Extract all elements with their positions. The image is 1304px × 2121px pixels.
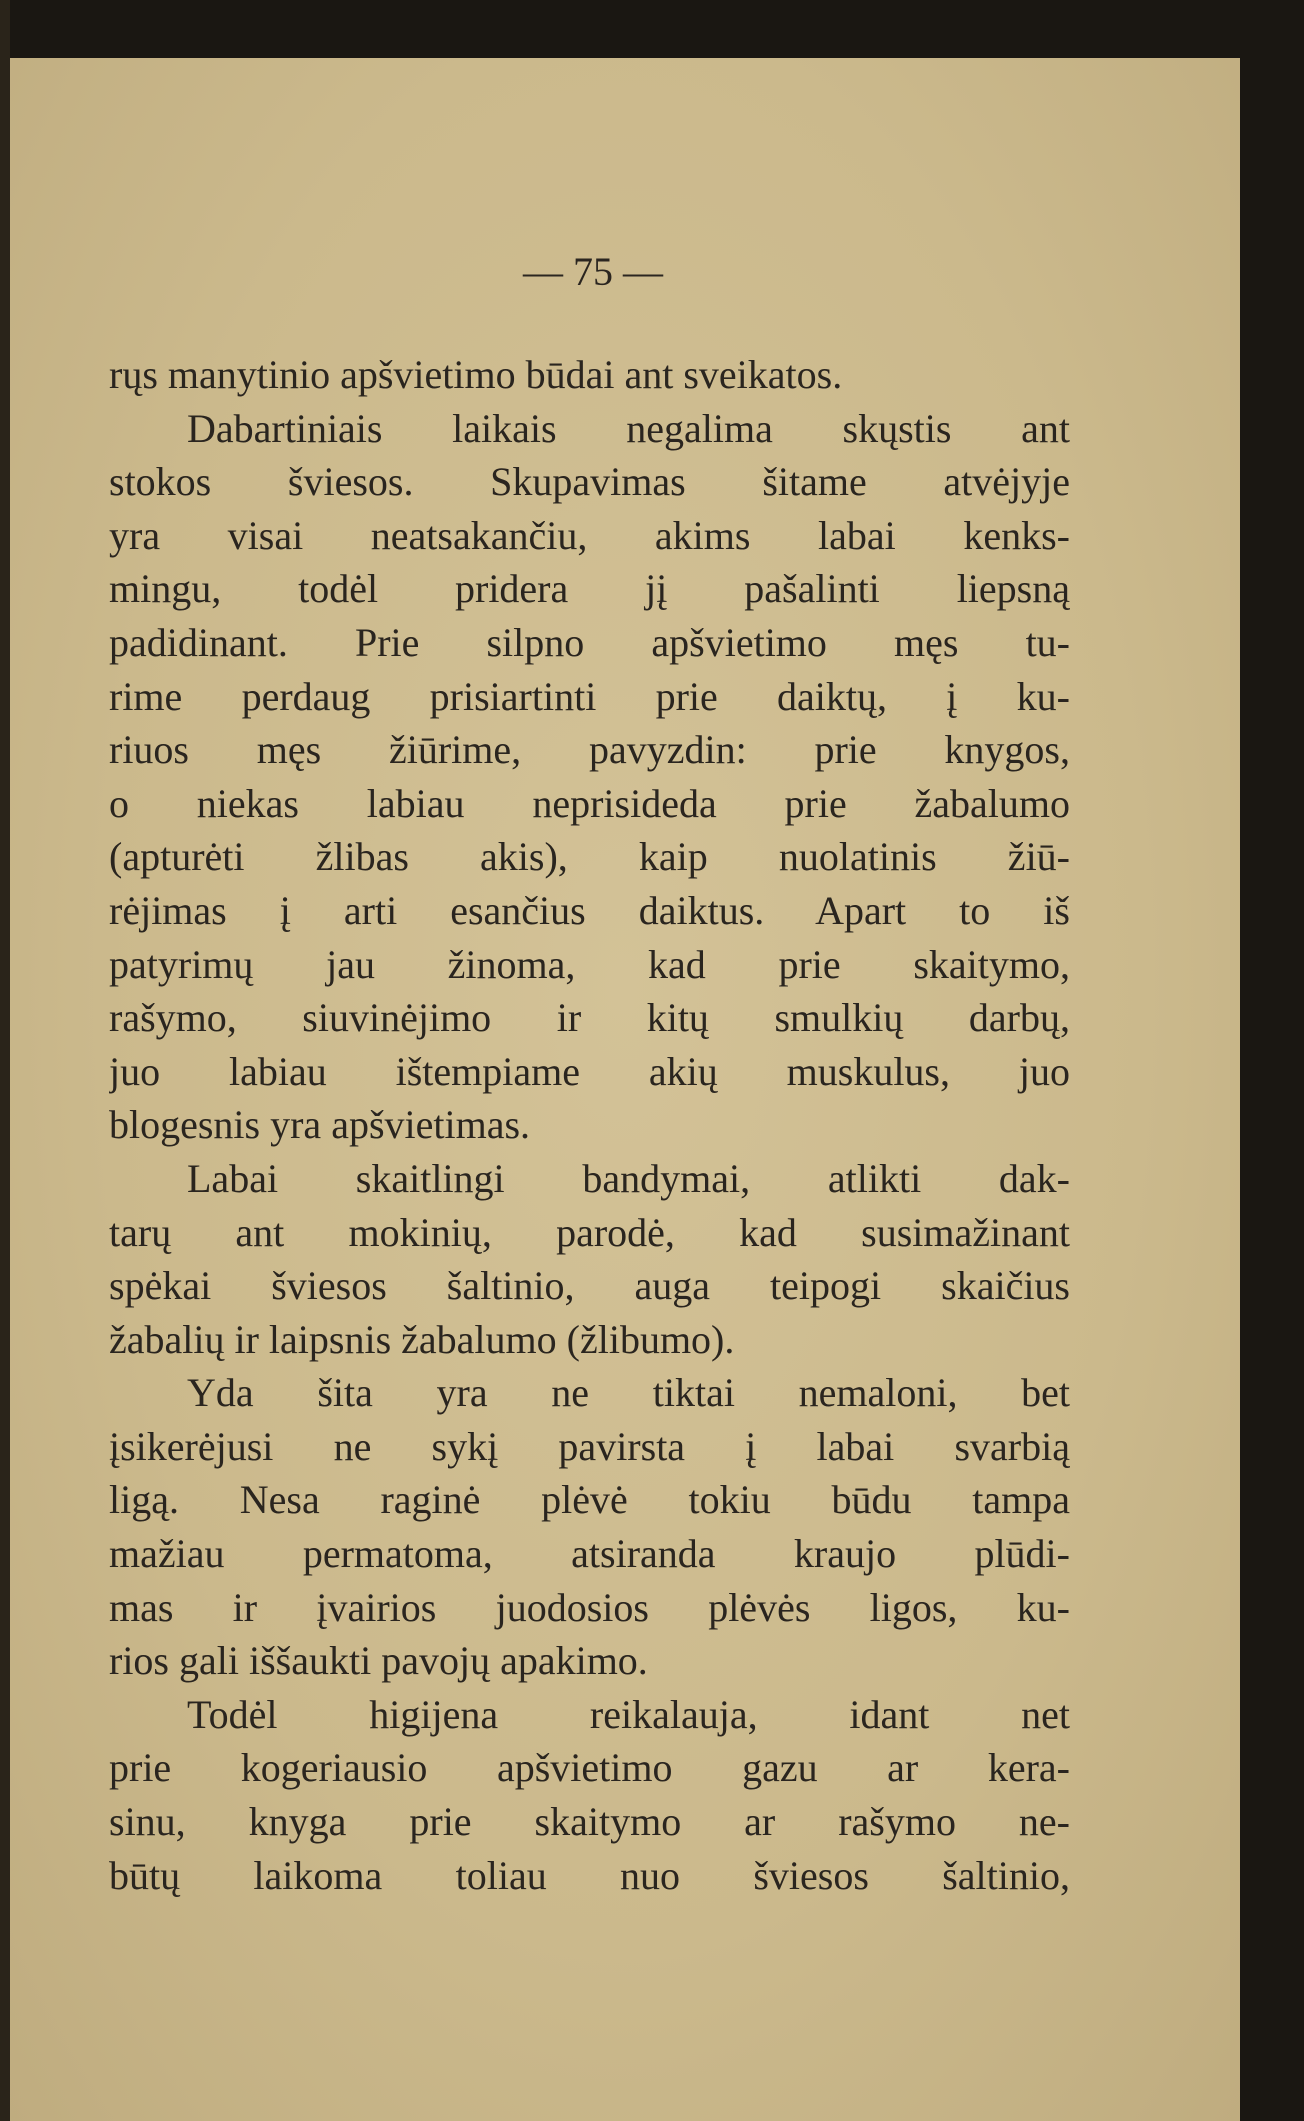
- text-line: yra visai neatsakančiu, akims labai kenks-: [109, 512, 1070, 558]
- text-line: (apturėti žlibas akis), kaip nuolatinis žiū-: [109, 834, 1070, 880]
- body-text: [109, 348, 1070, 1902]
- text-line: mažiau permatoma, atsiranda kraujo plūdi-: [109, 1531, 1070, 1577]
- text-line: sinu, knyga prie skaitymo ar rašymo ne-: [109, 1799, 1070, 1845]
- text-line: ligą. Nesa raginė plėvė tokiu būdu tampa: [109, 1477, 1070, 1523]
- text-line: mingu, todėl pridera jį pašalinti liepsną: [109, 566, 1070, 612]
- text-line: Yda šita yra ne tiktai nemaloni, bet: [187, 1370, 1070, 1416]
- text-line: blogesnis yra apšvietimas.: [109, 1102, 531, 1148]
- text-line: rųs manytinio apšvietimo būdai ant sveikatos.: [109, 352, 843, 397]
- text-line: Dabartiniais laikais negalima skųstis ant: [187, 405, 1070, 451]
- text-line: rime perdaug prisiartinti prie daiktų, į ku-: [109, 673, 1070, 719]
- text-line: spėkai šviesos šaltinio, auga teipogi skaičius: [109, 1263, 1070, 1309]
- text-line: mas ir įvairios juodosios plėvės ligos, ku-: [109, 1584, 1070, 1630]
- page-edge-shadow: [0, 0, 10, 2121]
- text-line: būtų laikoma toliau nuo šviesos šaltinio,: [109, 1852, 1070, 1898]
- text-line: Labai skaitlingi bandymai, atlikti dak-: [187, 1155, 1070, 1201]
- text-line: Todėl higijena reikalauja, idant net: [187, 1691, 1070, 1737]
- text-line: o niekas labiau neprisideda prie žabalumo: [109, 780, 1070, 826]
- text-line: žabalių ir laipsnis žabalumo (žlibumo).: [109, 1316, 735, 1362]
- page-number: — 75 —: [523, 249, 663, 294]
- text-line: stokos šviesos. Skupavimas šitame atvėjyje: [109, 459, 1070, 505]
- text-line: prie kogeriausio apšvietimo gazu ar kera-: [109, 1745, 1070, 1791]
- text-line: rios gali iššaukti pavojų apakimo.: [109, 1638, 648, 1684]
- text-line: patyrimų jau žinoma, kad prie skaitymo,: [109, 941, 1070, 987]
- text-line: rašymo, siuvinėjimo ir kitų smulkių darbų,: [109, 995, 1070, 1041]
- book-page: [8, 58, 1240, 2121]
- text-line: juo labiau ištempiame akių muskulus, juo: [109, 1048, 1070, 1094]
- text-line: įsikerėjusi ne sykį pavirsta į labai svarbią: [109, 1423, 1070, 1469]
- text-line: tarų ant mokinių, parodė, kad susimažinant: [109, 1209, 1070, 1255]
- text-line: riuos męs žiūrime, pavyzdin: prie knygos,: [109, 727, 1070, 773]
- text-line: padidinant. Prie silpno apšvietimo męs tu-: [109, 619, 1070, 665]
- text-line: rėjimas į arti esančius daiktus. Apart to iš: [109, 887, 1070, 933]
